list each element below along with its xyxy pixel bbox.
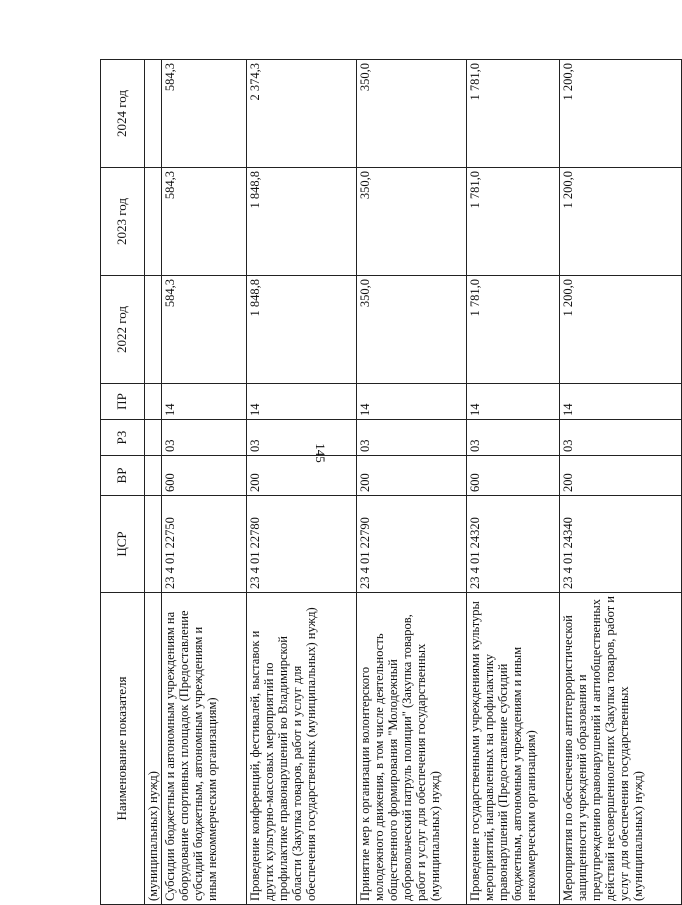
cell-2024: 2 374,3 <box>247 60 357 168</box>
table-row <box>247 60 357 905</box>
cell-2022: 350,0 <box>357 276 467 384</box>
header-2024: 2024 год <box>101 60 145 168</box>
table-row <box>357 60 467 905</box>
cell-csr <box>145 496 162 593</box>
cell-vr: 600 <box>162 456 247 496</box>
header-rz: РЗ <box>101 420 145 456</box>
cell-2022: 1 200,0 <box>560 276 682 384</box>
cell-vr: 200 <box>357 456 467 496</box>
cell-pr: 14 <box>162 384 247 420</box>
cell-name: Проведение конференций, фестивалей, выставок и других культурно-массовых мероприятий по профилактике правонарушений во Владимирской области (Закупка товаров, работ и услуг для обеспечения государственных (муниципальных) нужд) <box>247 593 357 905</box>
budget-table <box>100 59 682 905</box>
cell-rz <box>145 420 162 456</box>
table-row <box>467 60 560 905</box>
cell-2022: 1 848,8 <box>247 276 357 384</box>
table-row-continuation <box>145 60 162 905</box>
cell-rz: 03 <box>162 420 247 456</box>
cell-csr: 23 4 01 22780 <box>247 496 357 593</box>
header-name: Наименование показателя <box>101 593 145 905</box>
cell-2023: 584,3 <box>162 168 247 276</box>
cell-pr: 14 <box>560 384 682 420</box>
cell-2023: 1 781,0 <box>467 168 560 276</box>
page-number: 145 <box>313 443 328 463</box>
cell-2024 <box>145 60 162 168</box>
cell-vr <box>145 456 162 496</box>
cell-name: Мероприятия по обеспечению антитеррористической защищенности учреждений образования и предупреждению правонарушений и антиобщественных действий несовершеннолетних (Закупка товаров, работ и услуг для обеспечения государственных (муниципальных) нужд) <box>560 593 682 905</box>
cell-rz: 03 <box>247 420 357 456</box>
cell-vr: 600 <box>467 456 560 496</box>
cell-csr: 23 4 01 22790 <box>357 496 467 593</box>
cell-2024: 350,0 <box>357 60 467 168</box>
cell-2022: 1 781,0 <box>467 276 560 384</box>
cell-name: Субсидии бюджетным и автономным учреждениям на оборудование спортивных площадок (Предоставление субсидий бюджетным, автономным учреждениям и иным некоммерческим организациям) <box>162 593 247 905</box>
cell-csr: 23 4 01 24320 <box>467 496 560 593</box>
cell-rz: 03 <box>357 420 467 456</box>
header-vr: ВР <box>101 456 145 496</box>
cell-2023: 1 200,0 <box>560 168 682 276</box>
cell-2022 <box>145 276 162 384</box>
cell-2023: 1 848,8 <box>247 168 357 276</box>
cell-2023: 350,0 <box>357 168 467 276</box>
cell-2023 <box>145 168 162 276</box>
cell-csr: 23 4 01 22750 <box>162 496 247 593</box>
header-2022: 2022 год <box>101 276 145 384</box>
cell-name: Принятие мер к организации волонтерского молодежного движения, в том числе деятельность общественного формирования "Молодежный добровольческий патруль полиции" (Закупка товаров, работ и услуг для обеспечения государственных (муниципальных) нужд) <box>357 593 467 905</box>
table-row <box>162 60 247 905</box>
header-csr: ЦСР <box>101 496 145 593</box>
cell-2022: 584,3 <box>162 276 247 384</box>
cell-pr: 14 <box>357 384 467 420</box>
header-row <box>101 60 145 905</box>
cell-name: Проведение государственными учреждениями культуры мероприятий, направленных на профилактику правонарушений (Предоставление субсидий бюджетным, автономным учреждениям и иным некоммерческим организациям) <box>467 593 560 905</box>
cell-csr: 23 4 01 24340 <box>560 496 682 593</box>
cell-rz: 03 <box>467 420 560 456</box>
cell-2024: 1 781,0 <box>467 60 560 168</box>
cell-2024: 584,3 <box>162 60 247 168</box>
header-pr: ПР <box>101 384 145 420</box>
cell-pr: 14 <box>467 384 560 420</box>
rotated-table-container <box>100 60 680 905</box>
cell-vr: 200 <box>560 456 682 496</box>
cell-pr: 14 <box>247 384 357 420</box>
cell-name: (муниципальных) нужд) <box>145 593 162 905</box>
cell-pr <box>145 384 162 420</box>
table-row <box>560 60 682 905</box>
cell-vr: 200 <box>247 456 357 496</box>
cell-rz: 03 <box>560 420 682 456</box>
cell-2024: 1 200,0 <box>560 60 682 168</box>
header-2023: 2023 год <box>101 168 145 276</box>
